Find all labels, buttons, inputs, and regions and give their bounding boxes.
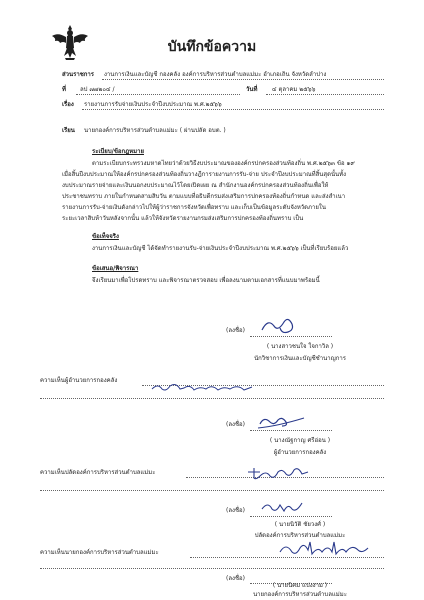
subject-value: รายงานการรับจ่ายเงินประจำปีงบประมาณ พ.ศ.๒๕๖๖	[84, 101, 222, 108]
signer-4-position: นายกองค์การบริหารส่วนตำบลแม่มะ	[253, 591, 347, 598]
signature-2-icon	[254, 410, 308, 432]
sign-label-2: (ลงชื่อ)	[226, 421, 245, 428]
rules-line-6: ระยะเวลาสิบห้าวันหลังจากนั้น แล้วให้จังหวัดรายงานกรมส่งเสริมการปกครองท้องถิ่นทราบ เป็น	[62, 215, 304, 222]
agency-value: งานการเงินและบัญชี กองคลัง องค์การบริหารส่วนตำบลแม่มะ อำเภอเถิน จังหวัดลำปาง	[104, 71, 327, 78]
ref-value: ลป ๗๗๒๐๔ /	[80, 86, 115, 93]
opinion-deputy-label: ความเห็นปลัดองค์การบริหารส่วนตำบลแม่มะ	[40, 469, 156, 476]
rules-line-2: เมื่อสิ้นปีงบประมาณให้องค์กรปกครองส่วนท้องถิ่นวางฎีการายงานการรับ-จ่าย ประจำปีงบประมาณที่สิ้นสุดนั้นทั้ง	[62, 171, 347, 178]
rules-line-4: ประชาชนทราบ ภายในกำหนดสามสิบวัน ตามแบบที่อธิบดีกรมส่งเสริมการปกครองท้องถิ่นกำหนด และส่งสำเนา	[62, 193, 346, 200]
signer-1-position: นักวิชาการเงินและบัญชีชำนาญการ	[254, 355, 346, 362]
subject-underline	[82, 109, 384, 110]
rules-line-5: รายงานการรับ-จ่ายเงินดังกล่าวไปให้ผู้ว่าราชการจังหวัดเพื่อทราบ และเก็บเป็นข้อมูลระดับจังหวัดภายใน	[62, 204, 326, 211]
ref-label: ที่	[62, 86, 66, 93]
date-label: วันที่	[246, 86, 258, 93]
memo-title: บันทึกข้อความ	[167, 39, 257, 55]
signer-1-name: ( นางสาวชนใจ ใจกาวิล )	[266, 343, 334, 350]
signer-2-name: ( นางณัฐกาญ ศรีอ่อน )	[269, 437, 331, 444]
signer-3-position: ปลัดองค์การบริหารส่วนตำบลแม่มะ	[254, 532, 346, 539]
to-value: นายกองค์การบริหารส่วนตำบลแม่มะ ( ผ่านปลัด อบต. )	[84, 127, 226, 134]
rules-heading: ระเบียบ/ข้อกฎหมาย	[92, 148, 144, 155]
signer-3-name: ( นายนิวัติ ชัยวงศ์ )	[274, 521, 326, 528]
sign-label-4: (ลงชื่อ)	[226, 575, 245, 582]
proposal-heading: ข้อเสนอ/พิจารณา	[92, 265, 139, 272]
handwritten-remark-1-icon	[148, 380, 258, 394]
signature-3-icon	[258, 497, 308, 517]
subject-label: เรื่อง	[62, 101, 74, 108]
rules-line-3: งบประมาณรายจ่ายและเงินนอกงบประมาณไว้โดยเปิดเผย ณ สำนักงานองค์กรปกครองส่วนท้องถิ่นเพื่อให้	[62, 182, 329, 189]
opinion-mayor-line-2	[40, 568, 384, 569]
proposal-line: จึงเรียนมาเพื่อโปรดทราบ และพิจารณาตรวจสอบ เพื่อลงนามตามเอกสารที่แนบมาพร้อมนี้	[92, 277, 320, 284]
date-value: ๔ ตุลาคม ๒๕๖๖	[272, 86, 316, 93]
opinion-finance-line-2	[40, 398, 384, 399]
sign-label-1: (ลงชื่อ)	[226, 327, 245, 334]
date-underline	[266, 94, 384, 95]
agency-label: ส่วนราชการ	[62, 71, 95, 78]
opinion-deputy-line-2	[40, 490, 384, 491]
sign-line-3	[250, 516, 332, 517]
signer-4-name: ( นายนิคม แปงงาม )	[272, 582, 328, 589]
facts-line: งานการเงินและบัญชี ได้จัดทำรายงานรับ-จ่ายเงินประจำปีงบประมาณ พ.ศ.๒๕๖๖ เป็นที่เรียบร้อยแล้ว	[92, 245, 349, 252]
handwritten-remark-2-icon	[244, 462, 314, 482]
signer-2-position: ผู้อำนวยการกองคลัง	[273, 449, 327, 456]
facts-heading: ข้อเท็จจริง	[92, 233, 119, 240]
agency-underline	[102, 79, 384, 80]
ref-underline	[76, 94, 240, 95]
signature-1-icon	[254, 312, 304, 338]
sign-line-2	[250, 430, 332, 431]
opinion-finance-label: ความเห็นผู้อำนวยการกองคลัง	[40, 377, 118, 384]
sign-label-3: (ลงชื่อ)	[226, 507, 245, 514]
to-label: เรียน	[62, 127, 75, 134]
handwritten-remark-3-icon	[276, 538, 372, 560]
rules-line-1: ตามระเบียบกระทรวงมหาดไทยว่าด้วยวิธีงบประมาณขององค์กรปกครองส่วนท้องถิ่น พ.ศ.๒๕๖๓ ข้อ ๑๙	[92, 160, 355, 167]
sign-line-1	[250, 336, 332, 337]
opinion-mayor-label: ความเห็นนายกองค์การบริหารส่วนตำบลแม่มะ	[40, 549, 159, 556]
